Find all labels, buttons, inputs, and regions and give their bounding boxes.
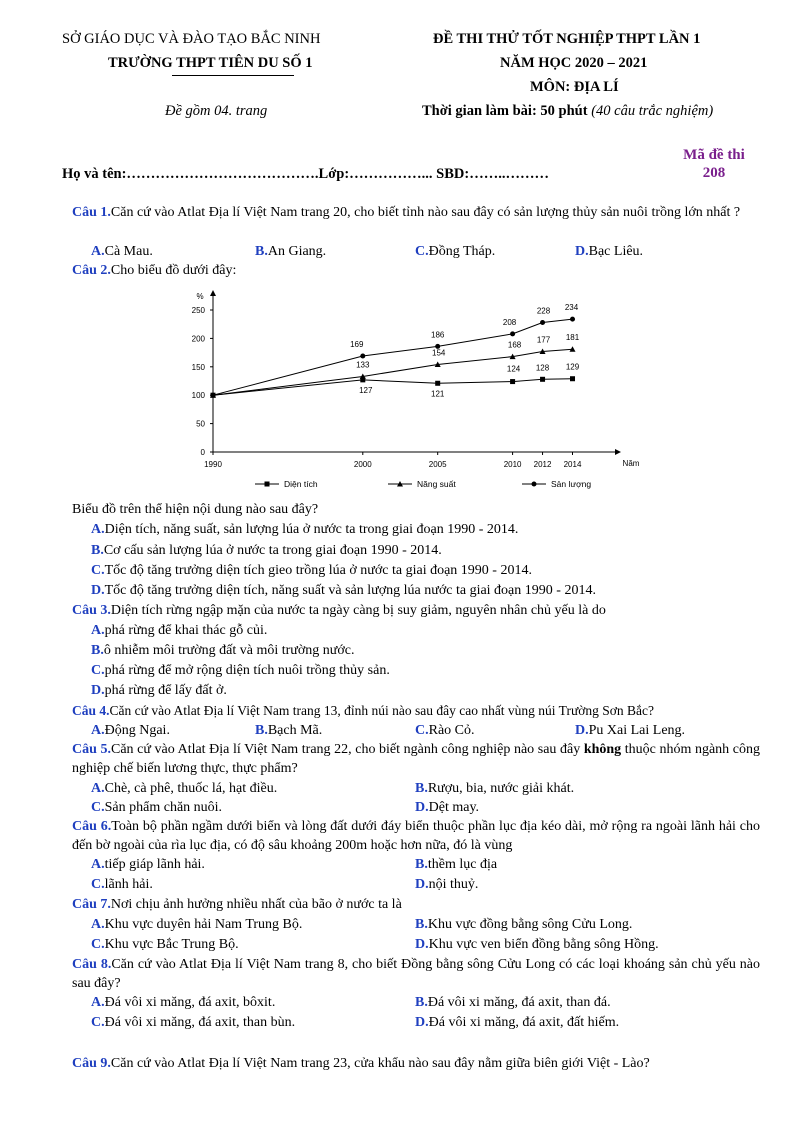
school-year: NĂM HỌC 2020 – 2021 [500, 55, 648, 71]
y-tick-label: 150 [191, 362, 205, 372]
q3-option-a[interactable]: A.phá rừng để khai thác gỗ củi. [91, 623, 268, 638]
x-axis-label: Năm [622, 459, 640, 468]
q4-option-b[interactable]: B.Bạch Mã. [255, 723, 323, 738]
y-tick-label: 100 [191, 391, 205, 401]
x-tick-label: 2012 [533, 460, 552, 469]
question-number: Câu 8. [72, 957, 112, 972]
q5-option-d[interactable]: D.Dệt may. [415, 800, 480, 815]
point-marker-circle [360, 354, 365, 359]
question-number: Câu 9. [72, 1056, 111, 1071]
y-tick-label: 250 [191, 306, 205, 315]
q6-option-a[interactable]: A.tiếp giáp lãnh hải. [91, 857, 205, 872]
data-label: 133 [356, 360, 370, 370]
y-tick-label: 0 [200, 448, 205, 457]
q1-option-c[interactable]: C.Đồng Tháp. [415, 244, 496, 259]
point-marker-circle [540, 320, 545, 325]
q3-option-c[interactable]: C.phá rừng để mở rộng diện tích nuôi trồng thủy sản. [91, 663, 390, 678]
point-marker-square [435, 381, 440, 386]
data-label: 121 [431, 389, 445, 399]
exam-code: 208 [702, 165, 726, 181]
q1-option-b[interactable]: B.An Giang. [255, 244, 327, 259]
question-text: Diện tích rừng ngập mặn của nước ta ngày càng bị suy giảm, nguyên nhân chủ yếu là do [110, 603, 606, 618]
subject: MÔN: ĐỊA LÍ [530, 79, 619, 95]
question-2 [72, 261, 760, 280]
point-marker-square [211, 393, 216, 398]
q5-option-c[interactable]: C.Sản phẩm chăn nuôi. [91, 800, 223, 815]
q5-option-a[interactable]: A.Chè, cà phê, thuốc lá, hạt điều. [91, 781, 278, 796]
point-marker-square [570, 376, 575, 381]
q6-option-d[interactable]: D.nội thuỷ. [415, 877, 479, 892]
question-8 [72, 955, 760, 993]
q4-option-d[interactable]: D.Pu Xai Lai Leng. [575, 723, 686, 738]
question-3 [72, 601, 760, 620]
time-label: Thời gian làm bài: 50 phút [422, 103, 588, 119]
growth-line-chart [170, 285, 670, 495]
point-marker-circle [510, 331, 515, 336]
q3-option-d[interactable]: D.phá rừng để lấy đất ở. [91, 683, 227, 698]
question-4 [72, 701, 760, 720]
question-1 [72, 203, 760, 222]
q2-option-b[interactable]: B.Cơ cấu sản lượng lúa ở nước ta trong giai đoạn 1990 - 2014. [91, 543, 442, 558]
question-number: Câu 7. [72, 897, 111, 912]
question-6 [72, 817, 760, 855]
y-axis-label: % [196, 292, 204, 301]
x-tick-label: 2000 [353, 460, 372, 469]
emphasis-not: không [583, 742, 622, 757]
question-number: Câu 1. [72, 205, 111, 220]
question-text: Toàn bộ phần ngầm dưới biển và lòng đất dưới đáy biển thuộc phần lục địa kéo dài, mở rộng ra ngoài lãnh hải cho đến bờ ngoài của rìa lục địa, có độ sâu khoảng 200m hoặc hơn nữa, đó là vùng [72, 819, 760, 853]
q2-option-c[interactable]: C.Tốc độ tăng trưởng diện tích gieo trồng lúa ở nước ta giai đoạn 1990 - 2014. [91, 563, 532, 578]
question-text: Cho biểu đồ dưới đây: [110, 263, 237, 278]
school-underline [172, 75, 294, 76]
exam-code-label: Mã đề thi [683, 147, 745, 163]
q7-option-c[interactable]: C.Khu vực Bắc Trung Bộ. [91, 937, 239, 952]
q3-option-b[interactable]: B.ô nhiễm môi trường đất và môi trường nước. [91, 643, 355, 658]
data-label: 234 [564, 303, 579, 313]
point-marker-circle [570, 317, 575, 322]
question-number: Câu 3. [72, 603, 111, 618]
q7-option-d[interactable]: D.Khu vực ven biển đồng bằng sông Hồng. [415, 937, 659, 952]
q8-option-a[interactable]: A.Đá vôi xi măng, đá axit, bôxit. [91, 995, 276, 1010]
q7-option-a[interactable]: A.Khu vực duyên hải Nam Trung Bộ. [91, 917, 303, 932]
data-label: 128 [535, 363, 550, 373]
q7-option-b[interactable]: B.Khu vực đồng bằng sông Cửu Long. [415, 917, 633, 932]
question-text: Căn cứ vào Atlat Địa lí Việt Nam trang 13, đỉnh núi nào sau đây cao nhất vùng núi Trường Sơn Bắc? [109, 703, 655, 718]
point-marker-square [540, 377, 545, 382]
q8-option-b[interactable]: B.Đá vôi xi măng, đá axit, than đá. [415, 995, 611, 1010]
school-name: TRƯỜNG THPT TIÊN DU SỐ 1 [108, 55, 313, 71]
series-line-circle [213, 319, 573, 395]
data-label: 154 [432, 348, 446, 358]
student-info-line: Họ và tên:………………………………….Lớp:……………... SBD:……..……… [62, 166, 549, 182]
data-label: 124 [506, 364, 521, 374]
question-number: Câu 4. [72, 703, 110, 718]
question-number: Câu 5. [72, 742, 111, 757]
q1-option-a[interactable]: A.Cà Mau. [91, 244, 153, 259]
question-number: Câu 6. [72, 819, 112, 834]
question-7 [72, 895, 760, 914]
data-label: 186 [431, 330, 445, 340]
question-number: Câu 2. [72, 263, 111, 278]
x-tick-label: 2014 [563, 460, 582, 469]
y-tick-label: 200 [191, 334, 205, 344]
legend-label: Sản lượng [551, 479, 592, 489]
q4-option-a[interactable]: A.Động Ngai. [91, 723, 170, 738]
time-info [422, 103, 713, 120]
data-label: 208 [502, 317, 517, 327]
question-text: Căn cứ vào Atlat Địa lí Việt Nam trang 8, cho biết Đồng bằng sông Cửu Long có các loại khoáng sản chủ yếu nào sau đây? [72, 957, 760, 991]
q1-option-d[interactable]: D.Bạc Liêu. [575, 244, 644, 259]
q6-option-c[interactable]: C.lãnh hải. [91, 877, 153, 892]
data-label: 127 [359, 385, 373, 395]
data-label: 181 [565, 333, 580, 343]
q6-option-b[interactable]: B.thềm lục địa [415, 857, 498, 872]
question-text: Căn cứ vào Atlat Địa lí Việt Nam trang 20, cho biết tỉnh nào sau đây có sản lượng thủy sản nuôi trồng lớn nhất ? [110, 205, 741, 220]
question-text: Nơi chịu ảnh hưởng nhiều nhất của bão ở nước ta là [110, 897, 402, 912]
q8-option-d[interactable]: D.Đá vôi xi măng, đá axit, đất hiếm. [415, 1015, 620, 1030]
data-label: 177 [536, 335, 551, 345]
q4-option-c[interactable]: C.Rào Cỏ. [415, 723, 475, 738]
legend-label: Năng suất [417, 479, 456, 489]
x-axis-arrow [615, 449, 621, 455]
x-tick-label: 2010 [503, 460, 522, 469]
x-tick-label: 2005 [428, 460, 447, 469]
q5-option-b[interactable]: B.Rượu, bia, nước giải khát. [415, 781, 575, 796]
data-label: 228 [536, 306, 551, 316]
x-tick-label: 1990 [204, 460, 222, 469]
y-axis-arrow [210, 290, 216, 296]
y-tick-label: 50 [196, 419, 205, 429]
point-marker-square [360, 377, 365, 382]
page-count: Đề gồm 04. trang [165, 103, 268, 119]
data-label: 168 [507, 340, 522, 350]
question-9 [72, 1054, 760, 1073]
exam-title: ĐỀ THI THỬ TỐT NGHIỆP THPT LẦN 1 [433, 31, 701, 47]
q2-option-a[interactable]: A.Diện tích, năng suất, sản lượng lúa ở nước ta trong giai đoạn 1990 - 2014. [91, 522, 519, 537]
question-5: Câu 5.Căn cứ vào Atlat Địa lí Việt Nam trang 22, cho biết ngành công nghiệp nào sau đây không thuộc nhóm ngành công nghiệp chế biến lương thực, thực phẩm? [72, 742, 760, 776]
q2-option-d[interactable]: D.Tốc độ tăng trưởng diện tích, năng suất và sản lượng lúa nước ta giai đoạn 1990 - 2014. [91, 583, 596, 598]
legend-marker-circle [532, 482, 537, 487]
question-text: Căn cứ vào Atlat Địa lí Việt Nam trang 23, cửa khẩu nào sau đây nằm giữa biên giới Việt - Lào? [110, 1056, 650, 1071]
legend-marker-square [265, 482, 270, 487]
department-name: SỞ GIÁO DỤC VÀ ĐÀO TẠO BẮC NINH [62, 31, 321, 47]
point-marker-square [510, 379, 515, 384]
data-label: 129 [565, 362, 580, 372]
question-2-prompt: Biểu đồ trên thể hiện nội dung nào sau đây? [72, 502, 319, 517]
time-note: (40 câu trắc nghiệm) [591, 103, 714, 119]
q8-option-c[interactable]: C.Đá vôi xi măng, đá axit, than bùn. [91, 1015, 296, 1030]
data-label: 169 [350, 340, 364, 350]
legend-label: Diện tích [284, 479, 318, 489]
